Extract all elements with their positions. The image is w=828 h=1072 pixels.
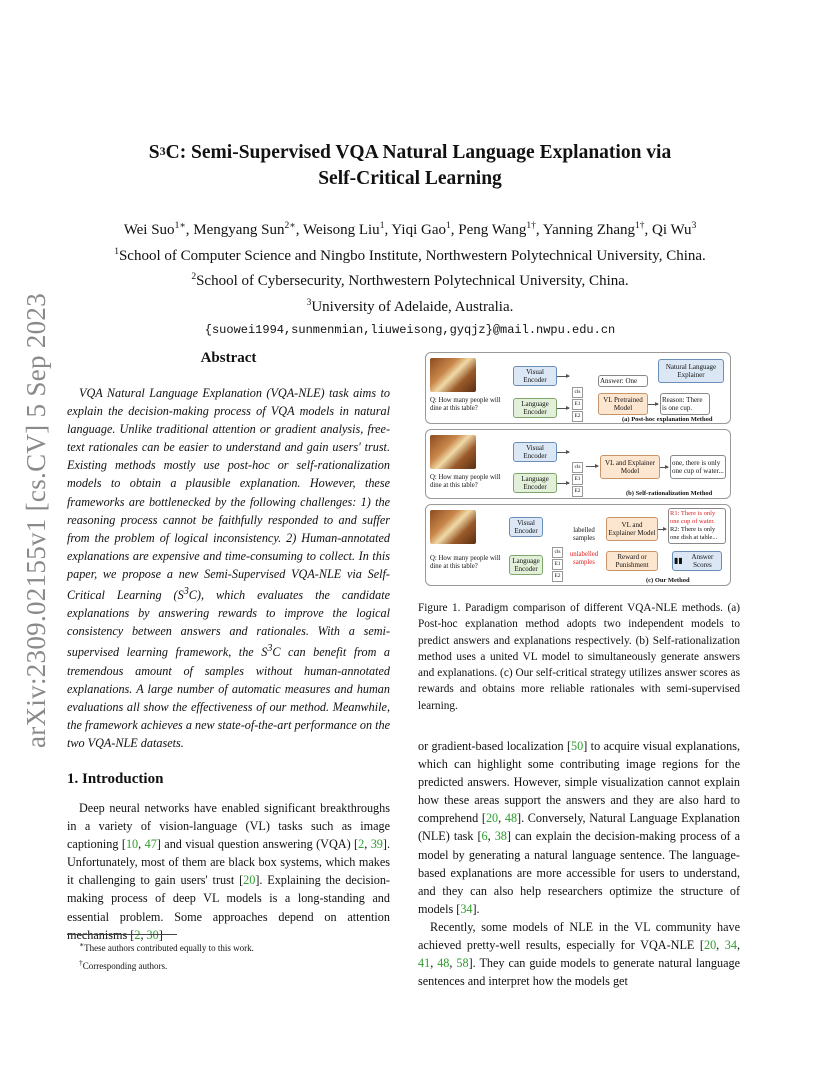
bar-chart-icon: ▮▮ [674,555,683,565]
question-text: Q: How many people will dine at this table? [430,474,501,489]
token-e2: E2 [552,571,563,582]
figure-panel-c [425,504,731,586]
citation-link[interactable]: 2 [134,927,141,942]
body-text: ]. Conversely, Natural Language Explanation (NLE) task [ [418,811,740,844]
author: Yanning Zhang [542,222,636,238]
paper-title [90,140,730,192]
author-block [60,216,760,342]
intro-text: ]. Unfortunately, most of them are black box systems, which makes it challenging to gain users' trust [ [67,837,390,888]
section-heading-introduction: 1. Introduction [67,771,164,787]
intro-text: ] [158,927,163,942]
rationale-candidates [668,508,726,544]
citation-link[interactable]: 20 [703,938,717,953]
language-encoder-box: Language Encoder [509,555,543,575]
token-e1: E1 [572,399,583,410]
author: Mengyang Sun [193,222,285,238]
title-line1: C: Semi-Supervised VQA Natural Language Explanation via [165,142,672,163]
citation-link[interactable]: 34 [724,938,737,953]
affiliation-3 [60,293,760,319]
answer-scores-label: Answer Scores [691,552,714,569]
unlabelled-samples: unlabelled samples [569,551,599,566]
author-sup: 2∗ [284,221,296,231]
flow-arrow [557,408,569,409]
candidate-r2: R2: There is only one dish at table... [670,526,718,541]
aff-sup: 1 [114,246,119,257]
answer-scores-box [672,551,722,571]
panel-c-label: (c) Our Method [646,577,690,584]
body-text: ]. They can guide models to generate natural language sentences and interpret how the models get [418,956,741,989]
aff-text: School of Computer Science and Ningbo Institute, Northwestern Polytechnical University, China. [118,247,706,264]
panel-a-label: (a) Post-hoc explanation Method [622,416,713,423]
nle-explainer-box: Natural Language Explainer [658,359,724,383]
author-sup: 1∗ [174,221,186,231]
citation-link[interactable]: 47 [144,837,157,852]
intro-text: ] and visual question answering (VQA) [ [156,837,359,852]
footnotes [67,938,390,973]
footnote-rule [67,934,177,935]
token-cls: cls [552,547,563,558]
footnote-text: Corresponding authors. [82,960,168,971]
language-encoder-box: Language Encoder [513,398,557,418]
method-name: S [261,645,268,660]
figure-1 [425,352,731,586]
citation-link[interactable]: 50 [571,739,584,753]
labelled-samples: labelled samples [573,527,595,542]
token-cls: cls [572,462,583,473]
citation-link[interactable]: 48 [504,811,518,826]
title-line2: Self-Critical Learning [318,168,502,189]
abstract-body [67,384,390,752]
intro-text: Deep neural networks have enabled significant breakthroughs in a variety of vision-language (VL) tasks such as image captioning [ [67,801,390,852]
arxiv-id: arXiv:2309.02155v1 [cs.CV] 5 Sep 2023 [21,292,52,748]
abstract-text: can benefit from a tremendous amount of samples without human-annotated explanations. A large number of automatic measures and human evaluations all show the effectiveness of our method. Meanwhile, the framework achieves a new state-of-the-art performance on the two VQA-NLE datasets. [67,645,390,750]
abstract-text: VQA Natural Language Explanation (VQA-NLE) task aims to explain the decision-making process of VQA models in natural language. Unlike traditional attention or gradient analysis, free-text rationales can be easier to understand and gain users' trust. Existing methods mostly use post-hoc or self-rationalization models to obtain a plausible explanation. However, these frameworks are bottlenecked by the following challenges: 1) the reasoning process cannot be faithfully responded to and suffer from the problem of logical inconsistency. 2) Human-annotated explanations are expensive and time-consuming to collect. In this paper, we propose a new Semi-Supervised VQA-NLE via Self-Critical Learning ( [67,386,390,603]
figure-caption: Figure 1. Paradigm comparison of different VQA-NLE methods. (a) Post-hoc explanation method adopts two independent models to predict answers and explanations respectively. (b) Self-rationalization method uses a united VL model to simultaneously generate answers and explanations. (c) Our self-critical strategy utilizes answer scores as rewards and obtains more reliable rationales with semi-supervised learning. [418,602,740,712]
citation-link[interactable]: 41 [418,956,431,971]
aff-sup: 3 [306,297,312,308]
reward-punishment-box: Reward or Punishment [606,551,658,571]
title-prefix: S [148,142,160,163]
author-sup: 1 [445,221,451,231]
citation-link[interactable]: 2 [358,837,365,852]
citation-link[interactable]: 10 [125,837,139,852]
table-photo [430,435,476,469]
token-cls: cls [572,387,583,398]
citation-link[interactable]: 38 [494,829,507,844]
citation-link[interactable]: 48 [437,956,450,971]
author-sup: 1† [635,221,645,231]
question-text: Q: How many people will dine at this table? [430,555,501,570]
author: Yiqi Gao [391,222,446,238]
aff-sup: 2 [191,272,197,282]
footnote-1 [79,938,390,956]
figure-panel-b [425,429,731,499]
vl-explainer-model-box: VL and Explainer Model [606,517,658,541]
flow-arrow [557,376,569,377]
question-text: Q: How many people will dine at this table? [430,397,501,412]
token-e1: E1 [552,559,563,570]
citation-link[interactable]: 20 [485,811,499,826]
author-list: Wei Suo$^{1∗}$, Mengyang Sun$^{2∗}$, Weisong Liu$^1$, Yiqi Gao$^1$, Peng Wang$^{1\dagger}$, Yanning Zhang$^{1\dagger}$, Qi Wu$^3$ [123,221,697,238]
author: Peng Wang [458,222,527,238]
footnote-2 [79,956,390,974]
figure-panel-a [425,352,731,424]
introduction-body: Deep neural networks have enabled significant breakthroughs in a variety of vision-language (VL) tasks such as image captioning [10, 47] and visual question answering (VQA) [2, 39]. Unfortunately, most of them are black box systems, which makes it challenging to gain users' trust [20]. Explaining the decision-making process of deep VL models is a long-standing and essential problem. Some approaches depend on attention mechanisms [2, 30] [67,801,390,942]
method-sup: 3 [267,643,273,655]
candidate-r1: R1: There is only one cup of water. [670,510,716,525]
body-text: ] can explain the decision-making process of a model by generating a natural language sentence. The language-based explanations are more accessible for users to understand, and they can also help researchers optimize the structure of models [ [418,829,741,916]
token-e1: E1 [572,474,583,485]
visual-encoder-box: Visual Encoder [513,366,557,386]
affiliation-2 [60,267,760,293]
flow-arrow [658,529,666,530]
method-sup: 3 [183,586,189,598]
citation-link[interactable]: 6 [481,829,488,844]
table-photo [430,510,476,544]
citation-link[interactable]: 39 [370,837,383,852]
author-email: {suowei1994,sunmenmian,liuweisong,gyqjz}@mail.nwpu.edu.cn [204,323,616,337]
visual-encoder-box: Visual Encoder [513,442,557,462]
body-text: ]. [472,901,480,916]
token-e2: E2 [572,411,583,422]
reason-output: Reason: There is one cup. [660,393,710,415]
method-name-end: C [272,645,281,660]
title-sup: 3 [159,144,166,158]
aff-text: School of Cybersecurity, Northwestern Polytechnical University, China. [196,273,629,289]
table-photo [430,358,476,392]
citation-link[interactable]: 20 [243,873,256,888]
method-name: S [177,588,184,603]
vl-pretrained-model-box: VL Pretrained Model [598,393,648,415]
body-text: or gradient-based localization [ [418,739,572,753]
answer-output: Answer: One [598,375,648,387]
citation-link[interactable]: 58 [456,956,469,971]
method-name-end: C [188,588,197,603]
body-text: Recently, some models of NLE in the VL community have achieved pretty-well results, especially for VQA-NLE [ [418,919,740,953]
visual-encoder-box: Visual Encoder [509,517,543,537]
author-sup: 1† [526,221,536,231]
citation-link[interactable]: 30 [146,927,159,942]
right-column-body [418,737,740,990]
flow-arrow [660,467,668,468]
affiliation-1 [60,242,760,268]
flow-arrow [557,483,569,484]
abstract-heading: Abstract [200,350,257,366]
citation-link[interactable]: 34 [460,901,473,916]
vl-explainer-model-box: VL and Explainer Model [600,455,660,479]
token-e2: E2 [572,486,583,497]
arxiv-sidebar [14,280,60,760]
intro-text: ]. Explaining the decision-making process of deep VL models is a long-standing and essential problem. Some approaches depend on attention mechanisms [ [67,873,390,942]
paragraph: Recently, some models of NLE in the VL community have achieved pretty-well results, especially for VQA-NLE [20, 34, 41, 48, 58]. They can guide models to generate natural language sentences and interpret how the models get [418,919,741,989]
footnote-mark: † [79,957,83,967]
footnote-text: These authors contributed equally to this work. [84,943,254,953]
flow-arrow [648,404,658,405]
author-sup: 3 [691,221,697,231]
panel-b-label: (b) Self-rationalization Method [626,490,713,497]
aff-text: University of Adelaide, Australia. [311,298,514,315]
author: Wei Suo [123,222,175,238]
body-text: ] to acquire visual explanations, which can highlight some contributing image regions for the predicted answers. However, simple visualization cannot explain how these areas support the answers and they are also hard to comprehend [ [418,739,740,826]
language-encoder-box: Language Encoder [513,473,557,493]
author: Weisong Liu [302,222,380,238]
flow-arrow [557,452,569,453]
author-sup: 1 [379,221,385,231]
author: Qi Wu [652,222,692,238]
flow-arrow [586,466,598,467]
footnote-mark: ∗ [79,940,85,949]
rationale-output: one, there is only one cup of water... [670,455,726,479]
abstract-text: ), which evaluates the candidate explanations by answering rewards to improve the logical consistency between answers and rationales. With a semi-supervised learning framework, the [67,588,390,660]
paragraph: or gradient-based localization [50] to acquire visual explanations, which can highlight some contributing image regions for the predicted answers. However, simple visualization cannot explain how these areas support the answers and they are also hard to comprehend [20, 48]. Conversely, Natural Language Explanation (NLE) task [6, 38] can explain the decision-making process of a model by generating a natural language sentence. The language-based explanations are more accessible for users to understand, and they can also help researchers optimize the structure of models [34]. [418,739,741,916]
